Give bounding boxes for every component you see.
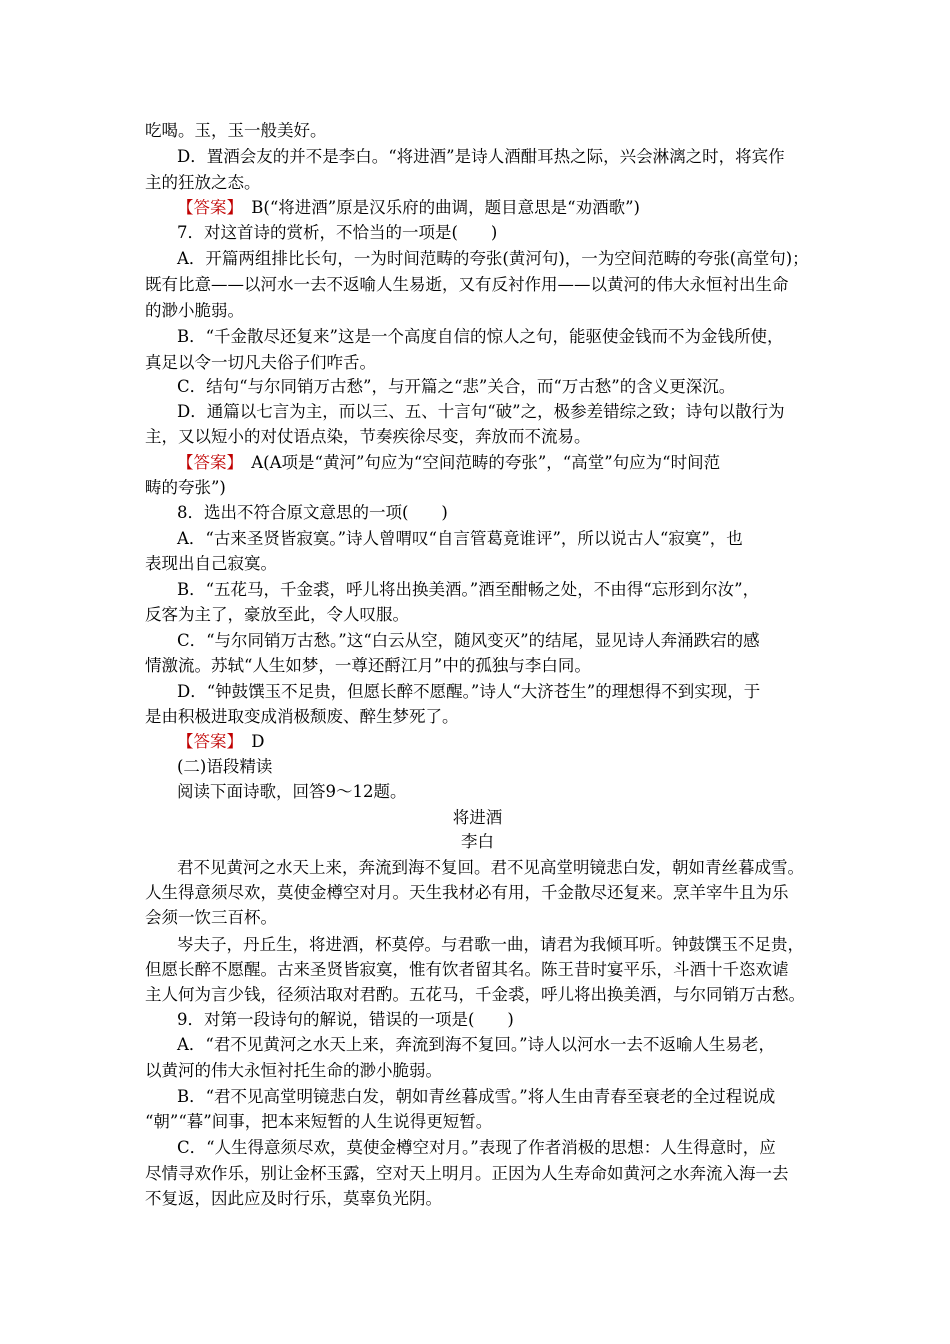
text-line: 既有比意——以河水一去不返喻人生易逝，又有反衬作用——以黄河的伟大永恒衬出生命 — [145, 275, 789, 294]
poem-author: 李白 — [461, 832, 494, 851]
text-line: D．置酒会友的并不是李白。“将进酒”是诗人酒酣耳热之际，兴会淋漓之时，将宾作 — [177, 147, 785, 166]
answer-text: D — [234, 732, 265, 751]
text-line: 真足以令一切凡夫俗子们咋舌。 — [145, 353, 376, 372]
text-line: A．开篇两组排比长句，一为时间范畴的夸张(黄河句)，一为空间范畴的夸张(高堂句)； — [177, 249, 809, 268]
answer-text: B(“将进酒”原是汉乐府的曲调，题目意思是“劝酒歌”) — [234, 198, 640, 217]
text-line: 反客为主了，豪放至此，令人叹服。 — [145, 605, 409, 624]
text-line: B．“君不见高堂明镜悲白发，朝如青丝暮成雪。”将人生由青春至衰老的全过程说成 — [177, 1087, 776, 1106]
text-line: 主，又以短小的对仗语点染，节奏疾徐尽变，奔放而不流易。 — [145, 427, 591, 446]
text-line: 畴的夸张”) — [145, 478, 226, 497]
answer-label: 【答案】 — [177, 732, 235, 751]
text-line: 吃喝。玉，玉一般美好。 — [145, 121, 327, 140]
poem-line: 岑夫子，丹丘生，将进酒，杯莫停。与君歌一曲，请君为我倾耳听。钟鼓馔玉不足贵， — [177, 935, 804, 954]
text-line: B．“五花马，千金裘，呼儿将出换美酒。”酒至酣畅之处，不由得“忘形到尔汝”， — [177, 580, 760, 599]
text-line: A．“古来圣贤皆寂寞。”诗人曾喟叹“自言管葛竟谁评”，所以说古人“寂寞”，也 — [177, 529, 743, 548]
question-line: 9．对第一段诗句的解说，错误的一项是( ) — [177, 1010, 514, 1029]
poem-line: 会须一饮三百杯。 — [145, 908, 277, 927]
question-line: 7．对这首诗的赏析，不恰当的一项是( ) — [177, 223, 498, 242]
text-line: 尽情寻欢作乐，别让金杯玉露，空对天上明月。正因为人生寿命如黄河之水奔流入海一去 — [145, 1164, 789, 1183]
poem-line: 人生得意须尽欢，莫使金樽空对月。天生我材必有用，千金散尽还复来。烹羊宰牛且为乐 — [145, 883, 789, 902]
poem-line: 主人何为言少钱，径须沽取对君酌。五花马，千金裘，呼儿将出换美酒，与尔同销万古愁。 — [145, 985, 805, 1004]
question-line: 8．选出不符合原文意思的一项( ) — [177, 503, 448, 522]
answer-line — [177, 731, 810, 755]
text-line: 表现出自己寂寞。 — [145, 554, 277, 573]
text-line: C．结句“与尔同销万古愁”，与开篇之“悲”关合，而“万古愁”的含义更深沉。 — [177, 377, 736, 396]
poem-line: 但愿长醉不愿醒。古来圣贤皆寂寞，惟有饮者留其名。陈王昔时宴平乐，斗酒十千恣欢谑 — [145, 960, 789, 979]
poem-title: 将进酒 — [452, 808, 503, 827]
text-line: 阅读下面诗歌，回答9～12题。 — [177, 782, 407, 801]
text-line: D．“钟鼓馔玉不足贵，但愿长醉不愿醒。”诗人“大济苍生”的理想得不到实现，于 — [177, 682, 761, 701]
text-line: B．“千金散尽还复来”这是一个高度自信的惊人之句，能驱使金钱而不为金钱所使， — [177, 327, 784, 346]
text-line: 不复返，因此应及时行乐，莫辜负光阴。 — [145, 1189, 442, 1208]
answer-label: 【答案】 — [177, 198, 235, 217]
text-line: 的渺小脆弱。 — [145, 301, 244, 320]
text-line: C．“人生得意须尽欢，莫使金樽空对月。”表现了作者消极的思想：人生得意时，应 — [177, 1138, 776, 1157]
text-line: 主的狂放之态。 — [145, 173, 261, 192]
poem-line: 君不见黄河之水天上来，奔流到海不复回。君不见高堂明镜悲白发，朝如青丝暮成雪。 — [177, 858, 804, 877]
text-line: A．“君不见黄河之水天上来，奔流到海不复回。”诗人以河水一去不返喻人生易老， — [177, 1035, 776, 1054]
text-line: D．通篇以七言为主，而以三、五、十言句“破”之，极参差错综之致；诗句以散行为 — [177, 402, 785, 421]
text-line: 情激流。苏轼“人生如梦，一尊还酹江月”中的孤独与李白同。 — [145, 656, 591, 675]
answer-line — [177, 197, 810, 221]
text-line: C．“与尔同销万古愁。”这“白云从空，随风变灭”的结尾，显见诗人奔涌跌宕的感 — [177, 631, 760, 650]
text-line: 以黄河的伟大永恒衬托生命的渺小脆弱。 — [145, 1061, 442, 1080]
text-line: 是由积极进取变成消极颓废、醉生梦死了。 — [145, 707, 459, 726]
answer-line — [177, 452, 810, 476]
section-heading: (二)语段精读 — [177, 757, 273, 776]
answer-label: 【答案】 — [177, 453, 235, 472]
text-line: “朝”“暮”间事，把本来短暂的人生说得更短暂。 — [145, 1112, 493, 1131]
answer-text: A(A项是“黄河”句应为“空间范畴的夸张”，“高堂”句应为“时间范 — [234, 453, 721, 472]
